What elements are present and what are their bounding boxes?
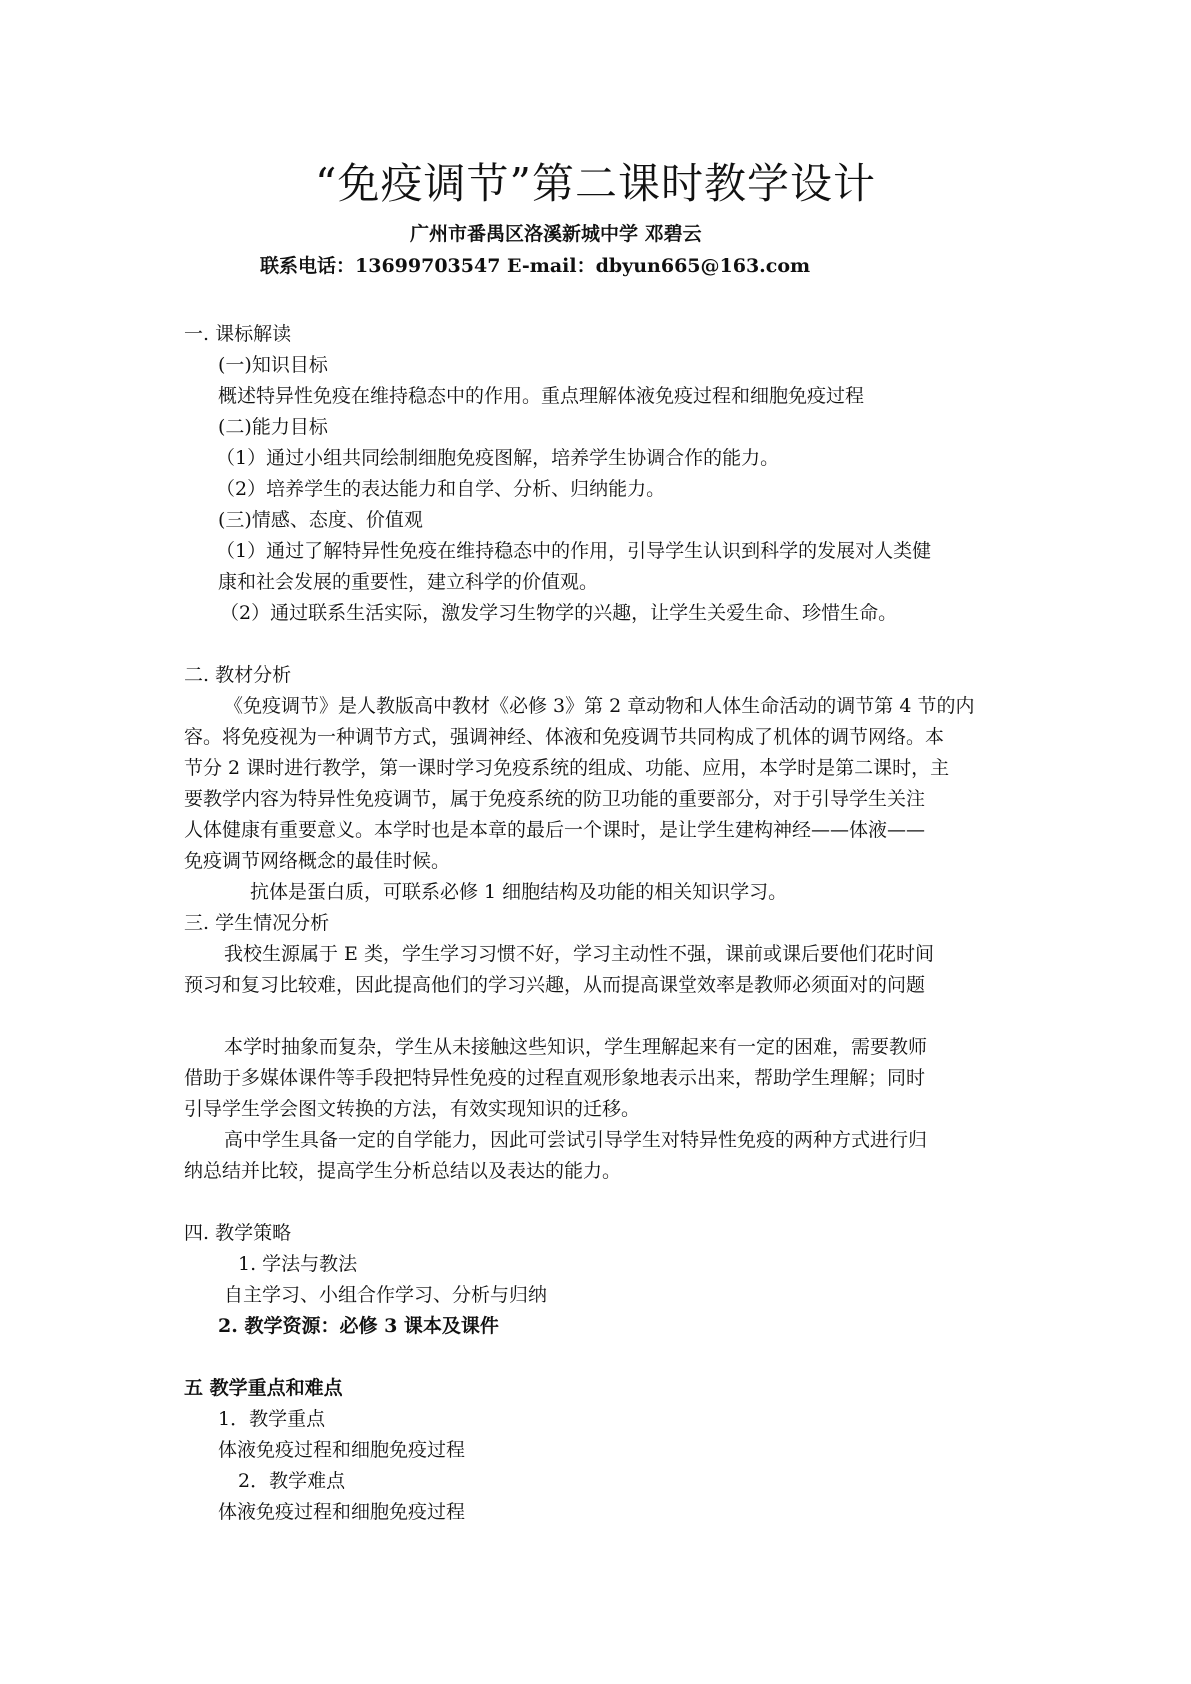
document-title: “免疫调节”第二课时教学设计 [315, 159, 876, 208]
section-4-heading: 四. 教学策略 [184, 1222, 292, 1244]
section-2-para-line: 免疫调节网络概念的最佳时候。 [184, 850, 451, 872]
section-5-heading: 五 教学重点和难点 [184, 1377, 343, 1399]
section-2-heading: 二. 教材分析 [184, 664, 292, 686]
section-1-sub-1-text: 概述特异性免疫在维持稳态中的作用。重点理解体液免疫过程和细胞免疫过程 [218, 385, 865, 407]
section-3-heading: 三. 学生情况分析 [184, 912, 330, 934]
section-4-item-1-text: 自主学习、小组合作学习、分析与归纳 [224, 1284, 548, 1306]
section-3-para-line: 高中学生具备一定的自学能力，因此可尝试引导学生对特异性免疫的两种方式进行归 [224, 1129, 928, 1151]
section-5-item-2-text: 体液免疫过程和细胞免疫过程 [218, 1501, 466, 1523]
section-3-para-line: 借助于多媒体课件等手段把特异性免疫的过程直观形象地表示出来，帮助学生理解；同时 [184, 1067, 926, 1089]
section-3-para-line: 我校生源属于 E 类，学生学习习惯不好，学习主动性不强，课前或课后要他们花时间 [224, 943, 934, 965]
section-2-para-line: 《免疫调节》是人教版高中教材《必修 3》第 2 章动物和人体生命活动的调节第 4 节的内 [224, 695, 975, 717]
section-3-para-line: 预习和复习比较难，因此提高他们的学习兴趣，从而提高课堂效率是教师必须面对的问题 [184, 974, 926, 996]
section-2-para-line: 容。将免疫视为一种调节方式，强调神经、体液和免疫调节共同构成了机体的调节网络。本 [184, 726, 945, 748]
section-1-sub-1: (一)知识目标 [218, 354, 328, 376]
section-3-para-line: 引导学生学会图文转换的方法，有效实现知识的迁移。 [184, 1098, 641, 1120]
section-2-para-line: 节分 2 课时进行教学，第一课时学习免疫系统的组成、功能、应用，本学时是第二课时，主 [184, 757, 950, 779]
section-1-sub-2: (二)能力目标 [218, 416, 328, 438]
author-line: 广州市番禺区洛溪新城中学 邓碧云 [410, 223, 702, 245]
section-2-para-line: 要教学内容为特异性免疫调节，属于免疫系统的防卫功能的重要部分，对于引导学生关注 [184, 788, 926, 810]
section-3-para-line: 纳总结并比较，提高学生分析总结以及表达的能力。 [184, 1160, 622, 1182]
section-1-sub-3-item-1-line-1: （1）通过了解特异性免疫在维持稳态中的作用，引导学生认识到科学的发展对人类健 [216, 540, 932, 562]
section-1-heading: 一. 课标解读 [184, 323, 292, 345]
section-1-sub-3-item-2: （2）通过联系生活实际，激发学习生物学的兴趣，让学生关爱生命、珍惜生命。 [220, 602, 898, 624]
section-1-sub-3: (三)情感、态度、价值观 [218, 509, 423, 531]
section-1-sub-2-item-1: （1）通过小组共同绘制细胞免疫图解，培养学生协调合作的能力。 [216, 447, 780, 469]
section-5-item-1: 1．教学重点 [218, 1408, 326, 1430]
section-1-sub-3-item-1-line-2: 康和社会发展的重要性，建立科学的价值观。 [218, 571, 599, 593]
section-3-para-line: 本学时抽象而复杂，学生从未接触这些知识，学生理解起来有一定的困难，需要教师 [224, 1036, 928, 1058]
section-5-item-1-text: 体液免疫过程和细胞免疫过程 [218, 1439, 466, 1461]
section-2-para-2: 抗体是蛋白质，可联系必修 1 细胞结构及功能的相关知识学习。 [250, 881, 788, 903]
section-1-sub-2-item-2: （2）培养学生的表达能力和自学、分析、归纳能力。 [216, 478, 666, 500]
contact-line: 联系电话：13699703547 E-mail：dbyun665@163.com [260, 255, 811, 277]
section-5-item-2: 2．教学难点 [238, 1470, 346, 1492]
section-4-item-2: 2. 教学资源：必修 3 课本及课件 [218, 1315, 499, 1337]
section-4-item-1: 1. 学法与教法 [238, 1253, 358, 1275]
section-2-para-line: 人体健康有重要意义。本学时也是本章的最后一个课时，是让学生建构神经——体液—— [184, 819, 926, 841]
